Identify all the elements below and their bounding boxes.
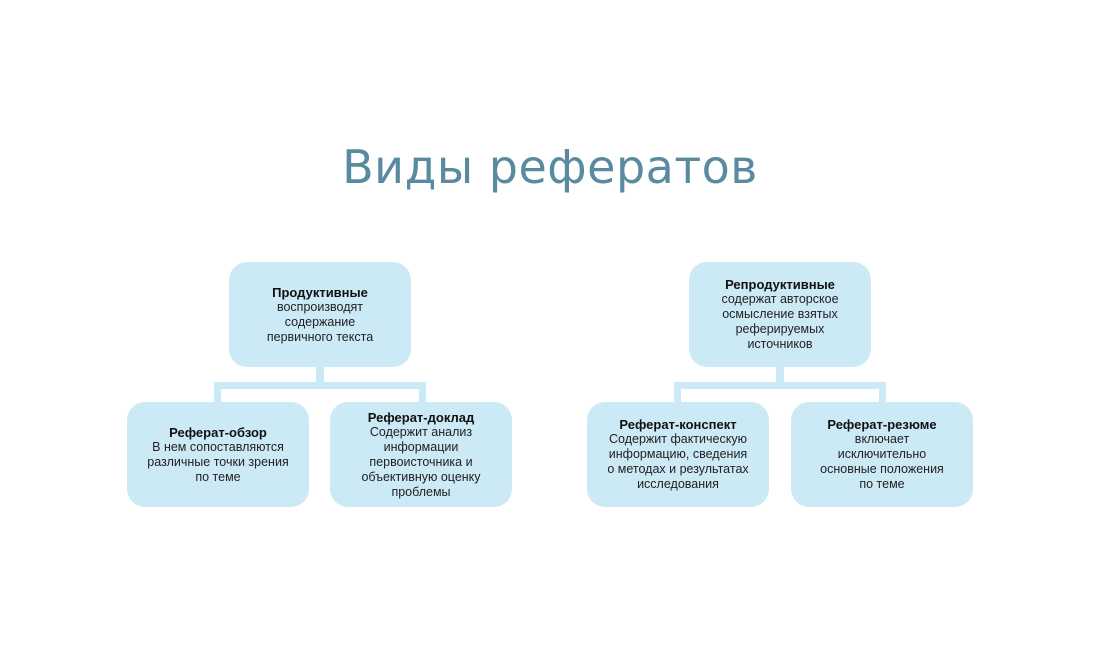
node-heading: Реферат-доклад [367, 409, 475, 425]
node-summary-abstract [587, 402, 769, 507]
node-productive [229, 262, 411, 367]
node-heading: Репродуктивные [725, 277, 835, 292]
node-text: воспроизводят содержание первичного текста [266, 299, 374, 344]
node-text: В нем сопоставляются различные точки зрения по теме [147, 439, 289, 484]
node-report-abstract [330, 402, 512, 507]
node-review-abstract [127, 402, 309, 507]
node-heading: Реферат-конспект [619, 417, 737, 432]
node-text: включает исключительно основные положения по теме [820, 432, 944, 491]
connector-right-drop-1 [674, 382, 681, 404]
node-reproductive [689, 262, 871, 367]
node-heading: Реферат-резюме [827, 417, 937, 432]
node-text: содержат авторское осмысление взятых реферируемых источников [721, 292, 839, 351]
connector-left-drop-2 [419, 382, 426, 404]
connector-right-horizontal [674, 382, 886, 389]
connector-left-horizontal [214, 382, 426, 389]
node-heading: Продуктивные [272, 284, 368, 300]
connector-right-drop-2 [879, 382, 886, 404]
connector-left-drop-1 [214, 382, 221, 404]
node-text: Содержит анализ информации первоисточника и объективную оценку проблемы [361, 424, 481, 499]
node-resume-abstract [791, 402, 973, 507]
node-text: Содержит фактическую информацию, сведения о методах и результатах исследования [607, 432, 749, 491]
node-heading: Реферат-обзор [169, 424, 267, 440]
page-title: Виды рефератов [342, 140, 758, 194]
